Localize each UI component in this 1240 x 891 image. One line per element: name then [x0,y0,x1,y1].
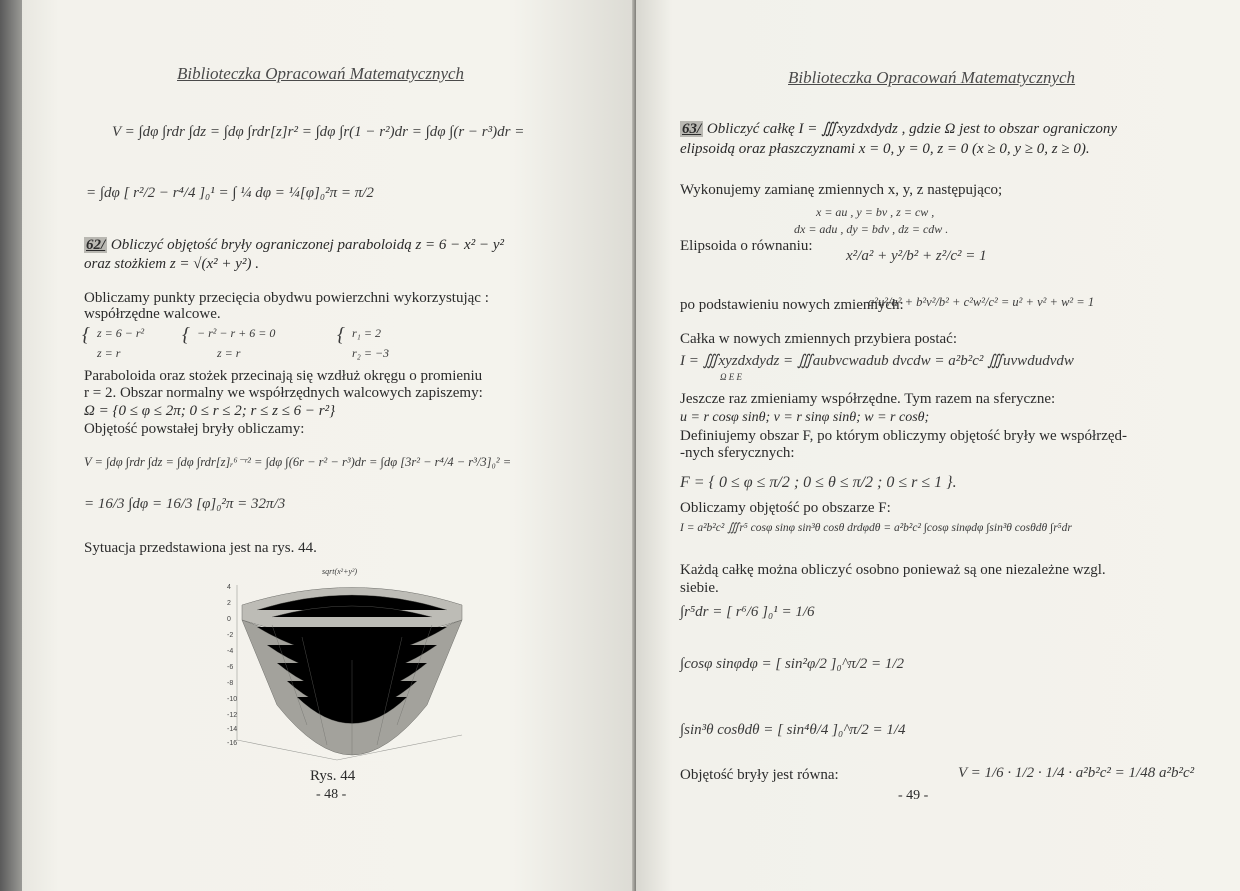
plot-ytick: -12 [227,712,238,719]
ellipsoid-eq: x²/a² + y²/b² + z²/c² = 1 [846,248,987,264]
running-header: Biblioteczka Opracowań Matematycznych [788,68,1076,87]
paragraph: -nych sferycznych: [680,445,795,461]
plot-ytick: 4 [227,584,231,591]
plot-title: sqrt(x²+y²) [322,567,358,576]
problem-number: 62/ [86,237,106,253]
paragraph: Obliczamy punkty przecięcia obydwu powierzchni wykorzystując : [84,290,489,306]
integral-2: I = a²b²c² ∭r⁵ cosφ sinφ sin³θ cosθ drdφdθ = a²b²c² ∫cosφ sinφdφ ∫sin³θ cosθdθ ∫r⁵dr [680,522,1072,534]
problem-63 [680,120,1117,138]
integral-r: ∫r⁵dr = [ r⁶/6 ]₀¹ = 1/6 [680,604,815,620]
paragraph: Jeszcze raz zmieniamy współrzędne. Tym razem na sferyczne: [680,391,1056,407]
omega-set: Ω = {0 ≤ φ ≤ 2π; 0 ≤ r ≤ 2; r ≤ z ≤ 6 − r²} [84,403,336,419]
system-eq: r₂ = −3 [352,346,390,360]
paragraph: Paraboloida oraz stożek przecinają się wzdłuż okręgu o promieniu [84,368,483,384]
paragraph: Całka w nowych zmiennych przybiera postać: [680,331,957,347]
problem-63-line2: elipsoidą oraz płaszczyznami x = 0, y = 0, z = 0 (x ≥ 0, y ≥ 0, z ≥ 0). [680,141,1090,157]
integral-theta: ∫sin³θ cosθdθ = [ sin⁴θ/4 ]₀^π/2 = 1/4 [680,722,906,738]
equation-v3: V = ∫dφ ∫rdr ∫dz = ∫dφ ∫rdr[z]ᵣ⁶⁻ʳ² = ∫dφ ∫(6r − r² − r³)dr = ∫dφ [3r² − r⁴/4 − r³/3]₀² = [84,455,512,469]
plot-ytick: -8 [227,680,234,687]
plot-ytick: -6 [227,664,234,671]
substitution: x = au , y = bv , z = cw , [816,205,935,219]
page-number: - 49 - [898,788,929,803]
plot-ytick: 0 [227,616,231,623]
problem-62-line2: oraz stożkiem z = √(x² + y²) . [84,256,259,272]
problem-number: 63/ [682,121,702,137]
substitution: dx = adu , dy = bdv , dz = cdw . [794,222,949,236]
book-edge [0,0,22,891]
paragraph: Objętość powstałej bryły obliczamy: [84,421,305,437]
ellipsoid-eq-2: a²u²/a² + b²v²/b² + c²w²/c² = u² + v² + w² = 1 [868,295,1095,309]
brace: { [182,324,190,346]
plot-ytick: -4 [227,648,234,655]
integral-phi: ∫cosφ sinφdφ = [ sin²φ/2 ]₀^π/2 = 1/2 [680,656,905,672]
equation-v4: = 16/3 ∫dφ = 16/3 [φ]₀²π = 32π/3 [84,496,286,512]
paragraph: Elipsoida o równaniu: [680,238,813,254]
equation-v2: = ∫dφ [ r²/2 − r⁴/4 ]₀¹ = ∫ ¼ dφ = ¼[φ]₀²π = π/2 [86,185,374,201]
paragraph: Sytuacja przedstawiona jest na rys. 44. [84,540,317,556]
brace: { [337,324,345,346]
system-eq: − r² − r + 6 = 0 [197,326,276,340]
figure-caption: Rys. 44 [310,768,356,784]
paragraph: siebie. [680,580,719,596]
paragraph: po podstawieniu nowych zmiennych: [680,297,904,313]
problem-text: Obliczyć całkę I = ∭xyzdxdydz , gdzie Ω jest to obszar ograniczony [706,121,1117,137]
paragraph: Objętość bryły jest równa: [680,767,839,783]
plot-ytick: -16 [227,740,238,747]
paragraph: współrzędne walcowe. [84,306,221,322]
system-eq: r₁ = 2 [352,326,381,340]
paragraph: Obliczamy objętość po obszarze F: [680,500,891,516]
system-eq: z = r [97,346,121,360]
region-f: F = { 0 ≤ φ ≤ π/2 ; 0 ≤ θ ≤ π/2 ; 0 ≤ r ≤ 1 }. [680,474,957,491]
plot-ytick: 2 [227,600,231,607]
system-eq: z = r [217,346,241,360]
page-number: - 48 - [316,787,347,802]
integral-1-domains: Ω E E [720,372,743,382]
surface-plot [227,565,477,770]
left-page [22,0,636,891]
integral-1: I = ∭xyzdxdydz = ∭aubvcwadub dvcdw = a²b²c² ∭uvwdudvdw [680,353,1074,369]
running-header: Biblioteczka Opracowań Matematycznych [177,64,465,83]
paragraph: Definiujemy obszar F, po którym obliczymy objętość bryły we współrzęd- [680,428,1128,444]
brace: { [82,324,90,346]
problem-text: Obliczyć objętość bryły ograniczonej paraboloidą z = 6 − x² − y² [110,237,504,253]
problem-62 [84,236,504,254]
right-page [636,0,1240,891]
result: V = 1/6 · 1/2 · 1/4 · a²b²c² = 1/48 a²b²c² [958,765,1195,781]
paragraph: Wykonujemy zamianę zmiennych x, y, z następująco; [680,182,1003,198]
plot-ytick: -2 [227,632,234,639]
plot-ytick: -10 [227,696,238,703]
equation-v1: V = ∫dφ ∫rdr ∫dz = ∫dφ ∫rdr[z]r² = ∫dφ ∫r(1 − r²)dr = ∫dφ ∫(r − r³)dr = [112,124,525,140]
spherical-coords: u = r cosφ sinθ; v = r sinφ sinθ; w = r cosθ; [680,410,930,425]
system-eq: z = 6 − r² [97,326,145,340]
plot-ytick: -14 [227,726,238,733]
paragraph: Każdą całkę można obliczyć osobno ponieważ są one niezależne wzgl. [680,562,1106,578]
paragraph: r = 2. Obszar normalny we współrzędnych walcowych zapiszemy: [84,385,483,401]
